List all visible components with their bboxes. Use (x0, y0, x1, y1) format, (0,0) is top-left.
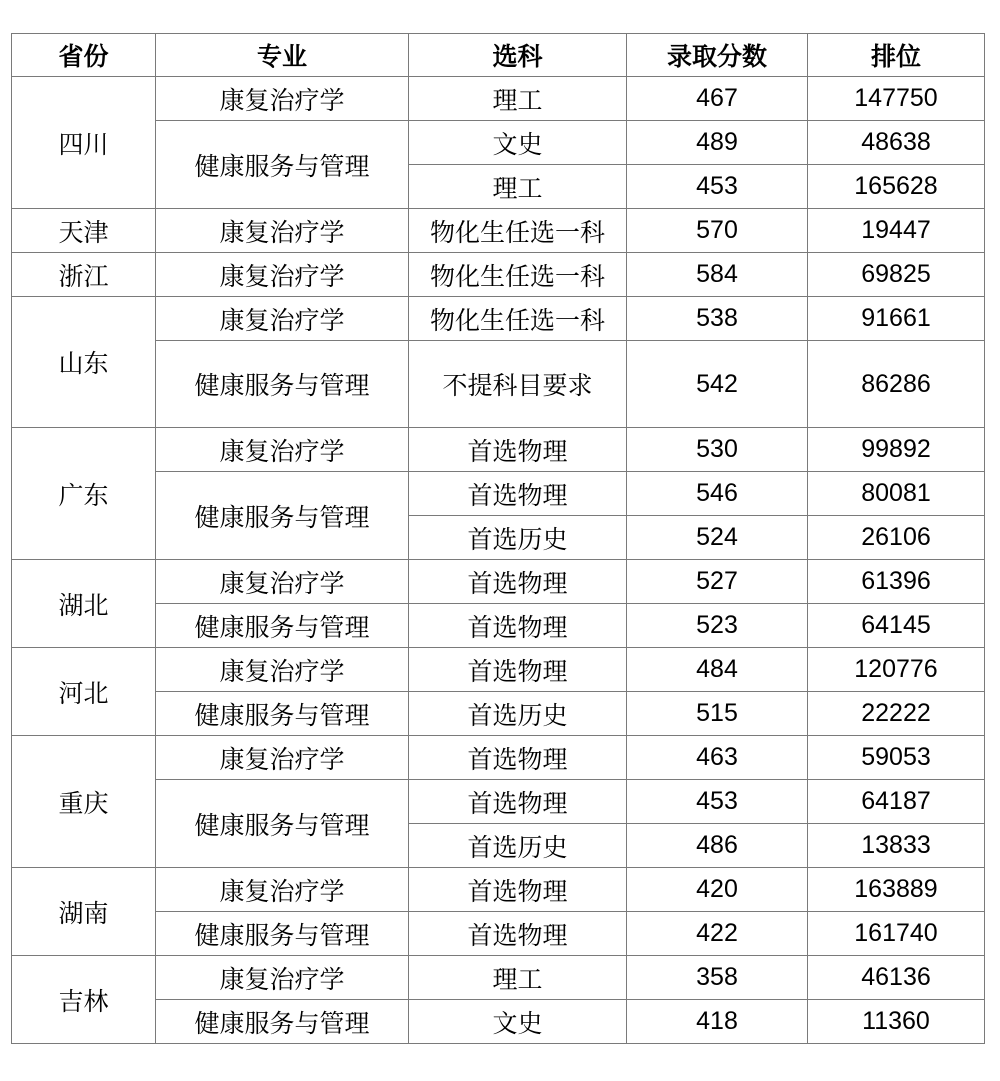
cell-rank: 161740 (808, 912, 985, 956)
cell-subject: 理工 (409, 165, 627, 209)
cell-subject: 物化生任选一科 (409, 297, 627, 341)
cell-score: 530 (627, 428, 808, 472)
table-row (12, 1000, 985, 1044)
cell-rank: 69825 (808, 253, 985, 297)
cell-rank: 64145 (808, 604, 985, 648)
cell-rank: 22222 (808, 692, 985, 736)
cell-major: 康复治疗学 (156, 428, 409, 472)
table-row (12, 692, 985, 736)
table-row (12, 253, 985, 297)
cell-subject: 首选历史 (409, 824, 627, 868)
cell-score: 453 (627, 165, 808, 209)
cell-rank: 80081 (808, 472, 985, 516)
cell-major: 康复治疗学 (156, 209, 409, 253)
cell-major: 康复治疗学 (156, 297, 409, 341)
cell-rank: 86286 (808, 341, 985, 428)
cell-subject: 首选物理 (409, 868, 627, 912)
cell-subject: 首选物理 (409, 604, 627, 648)
cell-province: 河北 (12, 648, 156, 736)
cell-subject: 首选物理 (409, 736, 627, 780)
cell-major: 康复治疗学 (156, 736, 409, 780)
table-body (12, 77, 985, 1044)
cell-subject: 物化生任选一科 (409, 209, 627, 253)
header-row (12, 34, 985, 77)
cell-major: 健康服务与管理 (156, 912, 409, 956)
cell-rank: 91661 (808, 297, 985, 341)
cell-score: 420 (627, 868, 808, 912)
table-row (12, 428, 985, 472)
cell-subject: 首选物理 (409, 472, 627, 516)
cell-province: 重庆 (12, 736, 156, 868)
cell-major: 健康服务与管理 (156, 121, 409, 209)
cell-rank: 46136 (808, 956, 985, 1000)
table-row (12, 297, 985, 341)
cell-subject: 首选历史 (409, 692, 627, 736)
header-subject: 选科 (409, 34, 627, 77)
cell-province: 广东 (12, 428, 156, 560)
cell-major: 健康服务与管理 (156, 780, 409, 868)
cell-major: 康复治疗学 (156, 956, 409, 1000)
cell-subject: 首选物理 (409, 780, 627, 824)
cell-rank: 99892 (808, 428, 985, 472)
cell-subject: 理工 (409, 956, 627, 1000)
cell-subject: 理工 (409, 77, 627, 121)
cell-subject: 首选物理 (409, 560, 627, 604)
table-row (12, 604, 985, 648)
cell-province: 四川 (12, 77, 156, 209)
cell-score: 584 (627, 253, 808, 297)
cell-score: 542 (627, 341, 808, 428)
cell-score: 358 (627, 956, 808, 1000)
cell-score: 515 (627, 692, 808, 736)
cell-major: 健康服务与管理 (156, 1000, 409, 1044)
cell-major: 健康服务与管理 (156, 604, 409, 648)
cell-rank: 165628 (808, 165, 985, 209)
cell-major: 康复治疗学 (156, 560, 409, 604)
cell-rank: 11360 (808, 1000, 985, 1044)
table-row (12, 780, 985, 824)
cell-subject: 不提科目要求 (409, 341, 627, 428)
cell-score: 527 (627, 560, 808, 604)
table-row (12, 121, 985, 165)
cell-subject: 首选物理 (409, 912, 627, 956)
cell-province: 山东 (12, 297, 156, 428)
cell-score: 570 (627, 209, 808, 253)
cell-rank: 120776 (808, 648, 985, 692)
cell-province: 湖北 (12, 560, 156, 648)
admission-scores-table (11, 33, 985, 1044)
cell-score: 463 (627, 736, 808, 780)
cell-major: 健康服务与管理 (156, 472, 409, 560)
table-row (12, 912, 985, 956)
cell-major: 健康服务与管理 (156, 341, 409, 428)
cell-province: 浙江 (12, 253, 156, 297)
cell-score: 467 (627, 77, 808, 121)
cell-score: 489 (627, 121, 808, 165)
cell-province: 天津 (12, 209, 156, 253)
cell-subject: 物化生任选一科 (409, 253, 627, 297)
cell-rank: 61396 (808, 560, 985, 604)
cell-score: 486 (627, 824, 808, 868)
table-row (12, 209, 985, 253)
cell-major: 康复治疗学 (156, 77, 409, 121)
cell-rank: 13833 (808, 824, 985, 868)
cell-score: 524 (627, 516, 808, 560)
table-row (12, 341, 985, 428)
cell-rank: 48638 (808, 121, 985, 165)
table-row (12, 868, 985, 912)
cell-score: 546 (627, 472, 808, 516)
cell-province: 湖南 (12, 868, 156, 956)
cell-score: 418 (627, 1000, 808, 1044)
cell-subject: 首选物理 (409, 428, 627, 472)
header-province: 省份 (12, 34, 156, 77)
cell-rank: 147750 (808, 77, 985, 121)
cell-major: 康复治疗学 (156, 868, 409, 912)
cell-score: 422 (627, 912, 808, 956)
cell-rank: 19447 (808, 209, 985, 253)
cell-major: 康复治疗学 (156, 648, 409, 692)
table-row (12, 560, 985, 604)
cell-rank: 59053 (808, 736, 985, 780)
cell-subject: 文史 (409, 1000, 627, 1044)
table-row (12, 648, 985, 692)
header-major: 专业 (156, 34, 409, 77)
cell-subject: 文史 (409, 121, 627, 165)
table-row (12, 956, 985, 1000)
cell-score: 453 (627, 780, 808, 824)
cell-subject: 首选历史 (409, 516, 627, 560)
cell-major: 健康服务与管理 (156, 692, 409, 736)
cell-rank: 26106 (808, 516, 985, 560)
cell-score: 538 (627, 297, 808, 341)
cell-province: 吉林 (12, 956, 156, 1044)
table-row (12, 77, 985, 121)
table-row (12, 736, 985, 780)
cell-major: 康复治疗学 (156, 253, 409, 297)
cell-subject: 首选物理 (409, 648, 627, 692)
cell-rank: 163889 (808, 868, 985, 912)
table-row (12, 472, 985, 516)
cell-score: 523 (627, 604, 808, 648)
cell-score: 484 (627, 648, 808, 692)
cell-rank: 64187 (808, 780, 985, 824)
header-rank: 排位 (808, 34, 985, 77)
header-score: 录取分数 (627, 34, 808, 77)
